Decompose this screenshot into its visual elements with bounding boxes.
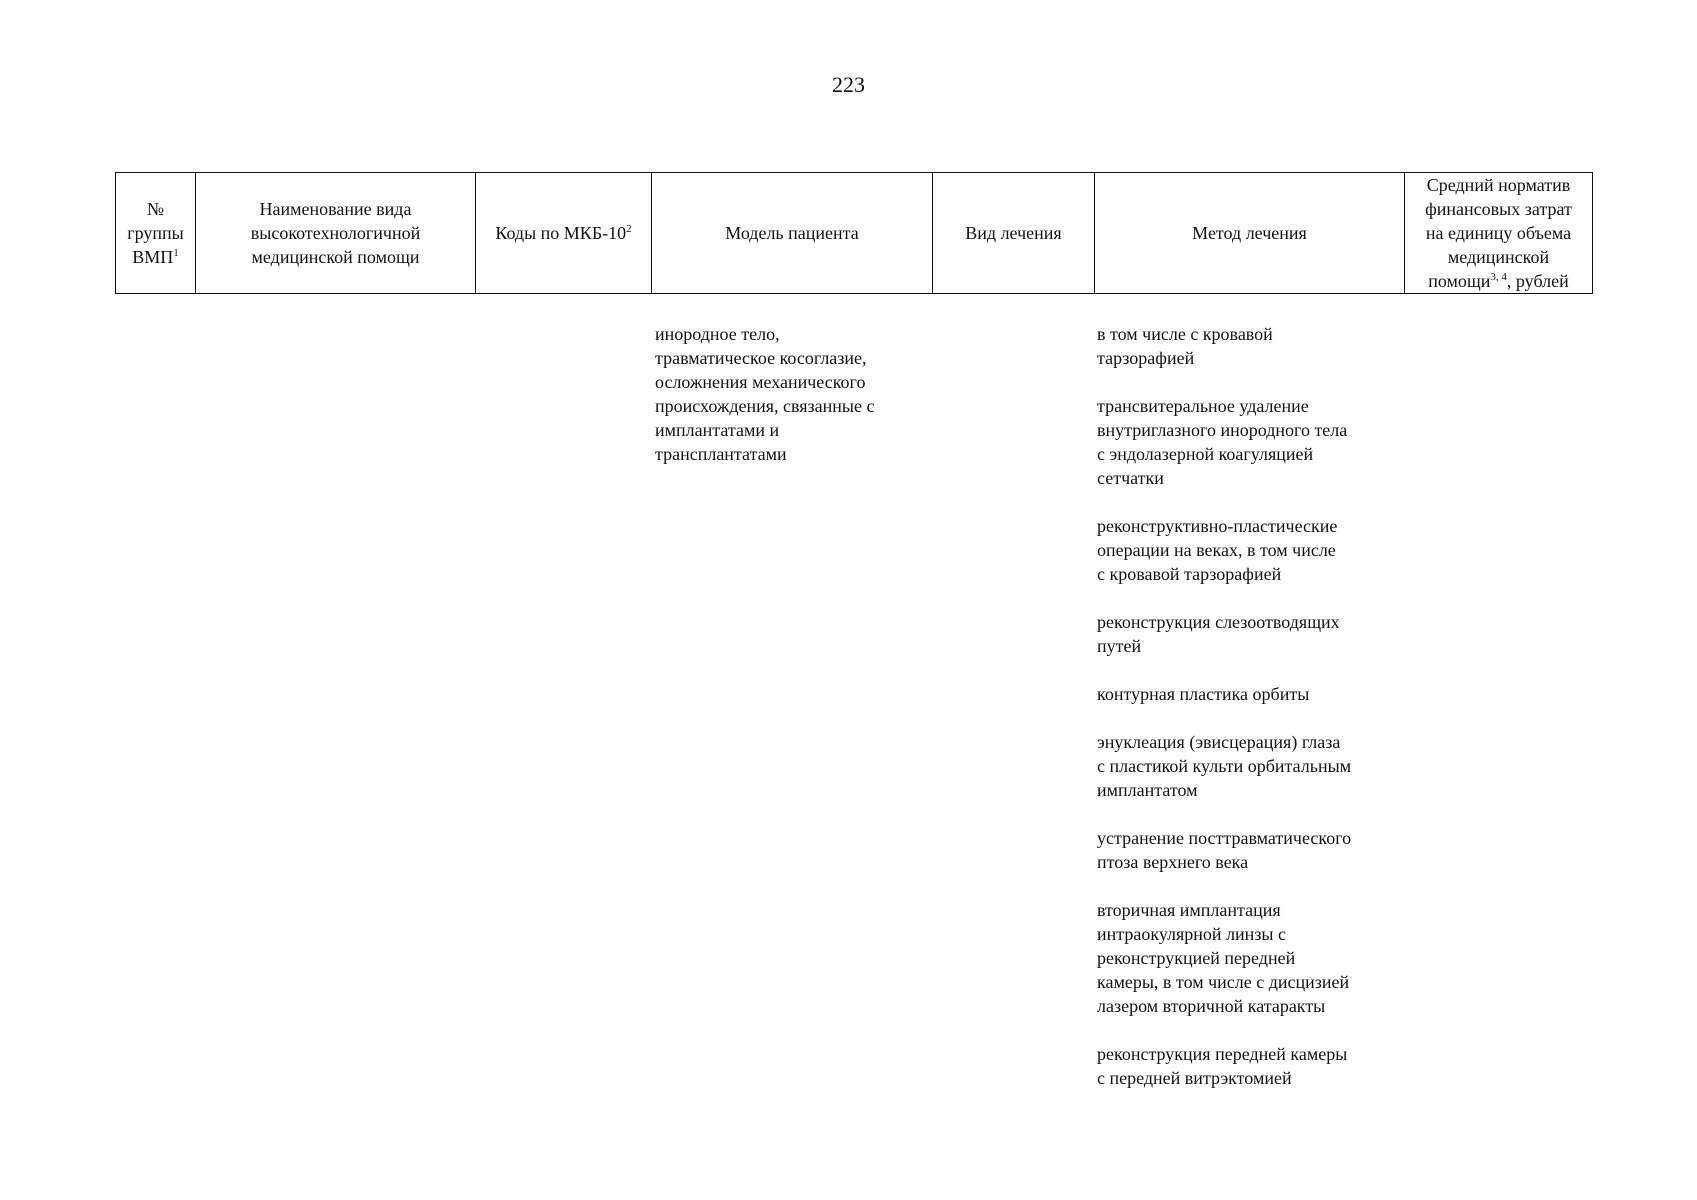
header-average-cost-unit: , рублей (1506, 271, 1569, 291)
table-header (115, 172, 1593, 294)
treatment-method-item: реконструкция передней камеры с передней витрэктомией (1097, 1044, 1348, 1088)
header-treatment-method-text: Метод лечения (1192, 223, 1307, 243)
treatment-method-list (1097, 322, 1397, 1114)
treatment-method-item: реконструктивно-пластические операции на веках, в том числе с кровавой тарзорафией (1097, 516, 1338, 584)
header-group-number-text: № группы ВМП (127, 199, 184, 267)
header-cell-average-cost (1405, 173, 1593, 294)
treatment-method-item: контурная пластика орбиты (1097, 684, 1310, 704)
header-cell-treatment-method (1095, 173, 1405, 294)
patient-model-cell: инородное тело, травматическое косоглазие, осложнения механического происхождения, связанные с имплантатами и трансплантатами (655, 324, 875, 464)
treatment-method-item: вторичная имплантация интраокулярной линзы с реконструкцией передней камеры, в том числе с дисцизией лазером вторичной катаракты (1097, 900, 1350, 1016)
treatment-method-item: в том числе с кровавой тарзорафией (1097, 324, 1273, 368)
header-average-cost-text: Средний норматив финансовых затрат на единицу объема медицинской помощи (1425, 175, 1572, 291)
page-number: 223 (832, 72, 865, 97)
footnote-marker-1: 1 (173, 247, 179, 259)
header-cell-patient-model (652, 173, 933, 294)
header-care-type-name-text: Наименование вида высокотехнологичной медицинской помощи (250, 199, 421, 267)
treatment-method-item: устранение посттравматического птоза верхнего века (1097, 828, 1352, 872)
table-header-row (116, 173, 1593, 294)
header-cell-treatment-type (933, 173, 1095, 294)
footnote-marker-3-4: 3, 4 (1490, 271, 1507, 283)
header-cell-group-number (116, 173, 196, 294)
treatment-method-item: трансвитеральное удаление внутриглазного инородного тела с эндолазерной коагуляцией сетчатки (1097, 396, 1348, 488)
treatment-method-item: энуклеация (эвисцерация) глаза с пластикой культи орбитальным имплантатом (1097, 732, 1352, 800)
header-cell-icd-codes (476, 173, 652, 294)
footnote-marker-2: 2 (626, 223, 632, 235)
header-cell-care-type-name (196, 173, 476, 294)
header-icd-codes-text: Коды по МКБ-10 (495, 223, 627, 243)
header-treatment-type-text: Вид лечения (965, 223, 1062, 243)
header-patient-model-text: Модель пациента (725, 223, 859, 243)
treatment-method-item: реконструкция слезоотводящих путей (1097, 612, 1340, 656)
